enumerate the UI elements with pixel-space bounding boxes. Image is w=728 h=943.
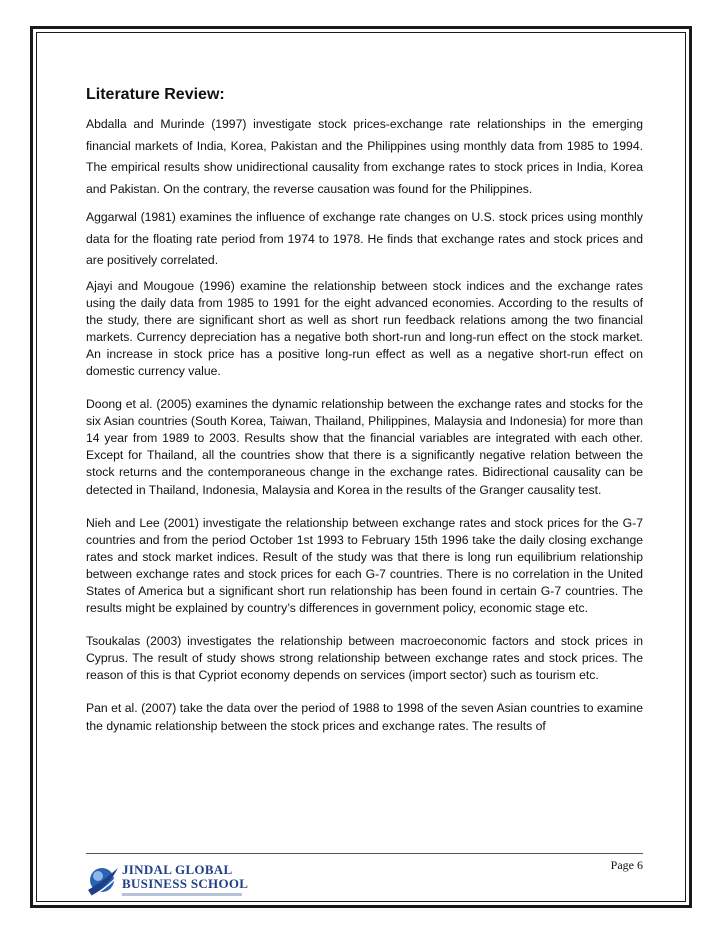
document-body bbox=[86, 86, 643, 735]
logo-line-2: BUSINESS SCHOOL bbox=[122, 876, 249, 891]
paragraph-aggarwal: Aggarwal (1981) examines the influence of exchange rate changes on U.S. stock prices using monthly data for the floating rate period from 1974 to 1978. He finds that exchange rates and stock prices and are positively correlated. bbox=[86, 210, 643, 267]
logo-line-1: JINDAL GLOBAL bbox=[122, 862, 233, 877]
globe-swoosh-icon bbox=[86, 860, 120, 902]
page-number: Page 6 bbox=[610, 858, 643, 872]
paragraph-tsoukalas: Tsoukalas (2003) investigates the relationship between macroeconomic factors and stock prices in Cyprus. The result of study shows strong relationship between exchange rates and stock prices. The reason of this is that Cypriot economy depends on services (import sector) such as tourism etc. bbox=[86, 634, 643, 683]
school-logo bbox=[86, 860, 249, 902]
section-heading: Literature Review: bbox=[86, 86, 225, 103]
paragraph-doong: Doong et al. (2005) examines the dynamic relationship between the exchange rates and stocks for the six Asian countries (South Korea, Taiwan, Thailand, Philippines, Malaysia and Indonesia) for more than 14 year from 1989 to 2003. Results show that the financial variables are integrated with each other. Except for Thailand, all the countries show that there is a significantly negative relation between the stock returns and the contemporaneous change in the exchange rates. Bidirectional causality can be detected in Thailand, Indonesia, Malaysia and Korea in the results of the Granger causality test. bbox=[86, 397, 643, 497]
paragraph-nieh-lee: Nieh and Lee (2001) investigate the relationship between exchange rates and stock prices for the G-7 countries and from the period October 1st 1993 to February 15th 1996 take the daily closing exchange rates and stock market indices. Result of the study was that there is long run equilibrium relationship between exchange rates and stock prices for each G-7 countries. There is no correlation in the United States of America but a significant short run relationship has been found in certain G-7 countries. The results might be explained by country’s differences in government policy, economic stage etc. bbox=[86, 515, 643, 616]
logo-wordmark bbox=[122, 862, 249, 896]
footer-divider bbox=[86, 853, 643, 854]
paragraph-ajayi-mougoue: Ajayi and Mougoue (1996) examine the relationship between stock indices and the exchange rates using the daily data from 1985 to 1991 for the eight advanced economies. According to the results of the study, there are significant short as well as short run feedback relations among the two financial markets. Currency depreciation has a negative both short-run and long-run effect on the stock market. An increase in stock price has a positive long-run effect as well as a negative short-run effect on domestic currency value. bbox=[86, 278, 643, 378]
logo-tagline-bar bbox=[122, 893, 242, 896]
paragraph-pan: Pan et al. (2007) take the data over the period of 1988 to 1998 of the seven Asian countries to examine the dynamic relationship between the stock prices and exchange rates. The results of bbox=[86, 701, 643, 733]
paragraph-abdalla-murinde: Abdalla and Murinde (1997) investigate stock prices-exchange rate relationships in the emerging financial markets of India, Korea, Pakistan and the Philippines using monthly data from 1985 to 1994. The empirical results show unidirectional causality from exchange rates to stock prices in India, Korea and Pakistan. On the contrary, the reverse causation was found for the Philippines. bbox=[86, 117, 643, 196]
